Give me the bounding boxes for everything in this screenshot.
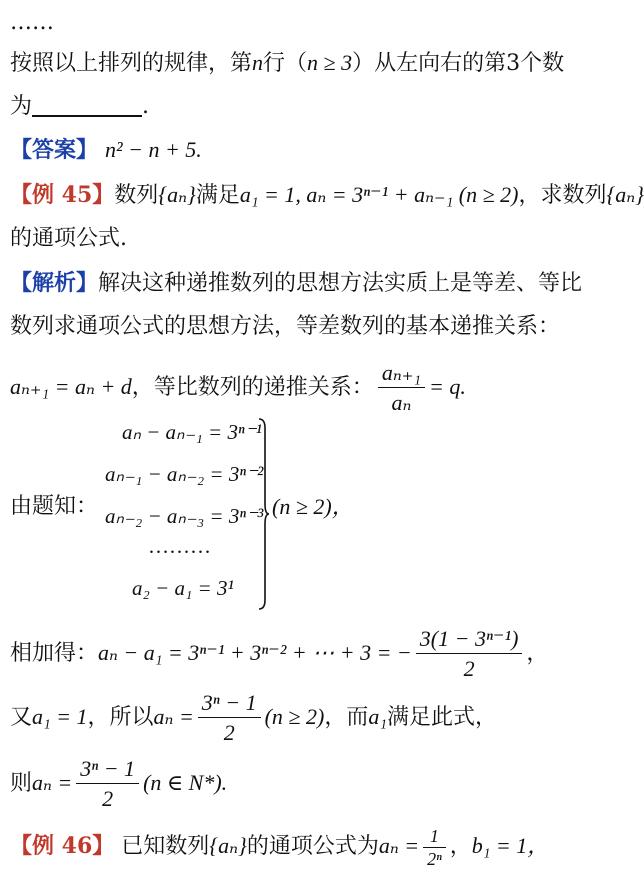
- answer-tag: 【答案】: [10, 137, 98, 163]
- sum-expression: aₙ − a₁ = 3ⁿ⁻¹ + 3ⁿ⁻² + ⋯ + 3 = −: [98, 640, 412, 665]
- from-problem-label: [10, 492, 98, 522]
- geometric-equals: = q.: [429, 374, 466, 399]
- answer-expression: n² − n + 5.: [105, 137, 202, 162]
- rule-condition: n ≥ 3: [307, 50, 352, 75]
- example-45-formula: a₁ = 1, aₙ = 3ⁿ⁻¹ + aₙ₋₁ (n ≥ 2): [240, 182, 519, 207]
- sum-numerator: 3(1 − 3ⁿ⁻¹): [416, 625, 523, 654]
- also-text: 又: [10, 705, 32, 730]
- also-numerator: 3ⁿ − 1: [198, 689, 261, 718]
- also-text-3: ，而: [324, 705, 368, 730]
- also-line: [10, 684, 497, 750]
- example-46-set: {aₙ}: [209, 833, 247, 858]
- system-condition: [272, 492, 354, 523]
- example-46-text-2: 的通项公式为: [247, 834, 379, 859]
- analysis-line: [10, 268, 582, 299]
- example-45-end: ，求数列: [518, 183, 606, 208]
- then-an: aₙ =: [32, 770, 72, 795]
- example-45-line: [10, 180, 644, 211]
- analysis-line-2-text: 数列求通项公式的思想方法，等差数列的基本递推关系：: [10, 314, 560, 339]
- from-problem-text: 由题知：: [10, 494, 98, 519]
- geometric-numerator: aₙ₊₁: [378, 359, 425, 388]
- blank-line: [10, 92, 149, 122]
- system-eq-last: a₂ − a₁ = 3¹: [132, 576, 234, 601]
- example-45-line-2: [10, 224, 127, 254]
- analysis-tag: 【解析】: [10, 270, 98, 296]
- example-46-fraction: [423, 825, 446, 870]
- example-46-numerator: 1: [423, 825, 446, 848]
- answer-line: [10, 135, 202, 166]
- rule-text: 按照以上排列的规律，第: [10, 51, 252, 76]
- also-text-2: ，所以: [88, 705, 154, 730]
- right-brace: [258, 418, 270, 610]
- example-46-end: ，: [450, 834, 472, 859]
- example-45-line-2-text: 的通项公式.: [10, 226, 127, 251]
- also-a1b: a₁: [368, 704, 387, 729]
- example-45-tag: 【例 45】: [10, 182, 114, 208]
- rule-line: [10, 48, 564, 79]
- wei-text: 为: [10, 94, 32, 119]
- example-45-end-set: {aₙ}: [607, 182, 644, 207]
- recurrence-line: [10, 352, 466, 422]
- period: .: [142, 94, 149, 119]
- sum-end: ，: [526, 641, 548, 666]
- geometric-fraction: [378, 359, 425, 418]
- ellipsis-line: [10, 8, 54, 38]
- sum-fraction: [416, 625, 523, 684]
- then-denominator: 2: [76, 784, 139, 814]
- arithmetic-relation: aₙ₊₁ = aₙ + d: [10, 374, 132, 399]
- sum-denominator: 2: [416, 654, 523, 684]
- sum-line: [10, 620, 548, 686]
- rule-n: n: [252, 50, 263, 75]
- example-46-an: aₙ =: [379, 833, 419, 858]
- example-45-text: 数列: [114, 183, 158, 208]
- rule-text-2: 行（: [263, 51, 307, 76]
- system-dots: ………: [148, 534, 211, 559]
- example-46-text: 已知数列: [121, 834, 209, 859]
- also-fraction: [198, 689, 261, 748]
- system-eq-3: aₙ₋₂ − aₙ₋₃ = 3ⁿ⁻³: [105, 504, 263, 529]
- example-46-line: [10, 818, 549, 874]
- then-line: [10, 750, 227, 816]
- system-condition-text: (n ≥ 2)，: [272, 494, 354, 519]
- system-eq-2: aₙ₋₁ − aₙ₋₂ = 3ⁿ⁻²: [105, 462, 263, 487]
- also-denominator: 2: [198, 718, 261, 748]
- example-45-cond-text: 满足: [196, 183, 240, 208]
- also-condition: (n ≥ 2): [265, 704, 325, 729]
- geometric-denominator: aₙ: [378, 388, 425, 418]
- analysis-text: 解决这种递推数列的思想方法实质上是等差、等比: [98, 271, 582, 296]
- also-text-4: 满足此式，: [387, 705, 497, 730]
- example-46-tag: 【例 46】: [10, 833, 114, 859]
- ellipsis: ……: [10, 10, 54, 35]
- sum-label: 相加得：: [10, 641, 98, 666]
- analysis-line-2: [10, 312, 560, 342]
- then-fraction: [76, 755, 139, 814]
- geometric-text: ，等比数列的递推关系：: [132, 375, 374, 400]
- then-condition: (n ∈ N*).: [143, 770, 227, 795]
- rule-text-3: ）从左向右的第3个数: [352, 51, 564, 76]
- then-numerator: 3ⁿ − 1: [76, 755, 139, 784]
- also-an: aₙ =: [154, 704, 194, 729]
- example-46-denominator: 2ⁿ: [423, 848, 446, 870]
- example-45-set: {aₙ}: [158, 182, 196, 207]
- example-46-b1: b₁ = 1，: [472, 833, 550, 858]
- also-a1: a₁ = 1: [32, 704, 88, 729]
- system-eq-1: aₙ − aₙ₋₁ = 3ⁿ⁻¹: [122, 420, 262, 445]
- then-text: 则: [10, 771, 32, 796]
- answer-blank: [32, 95, 142, 117]
